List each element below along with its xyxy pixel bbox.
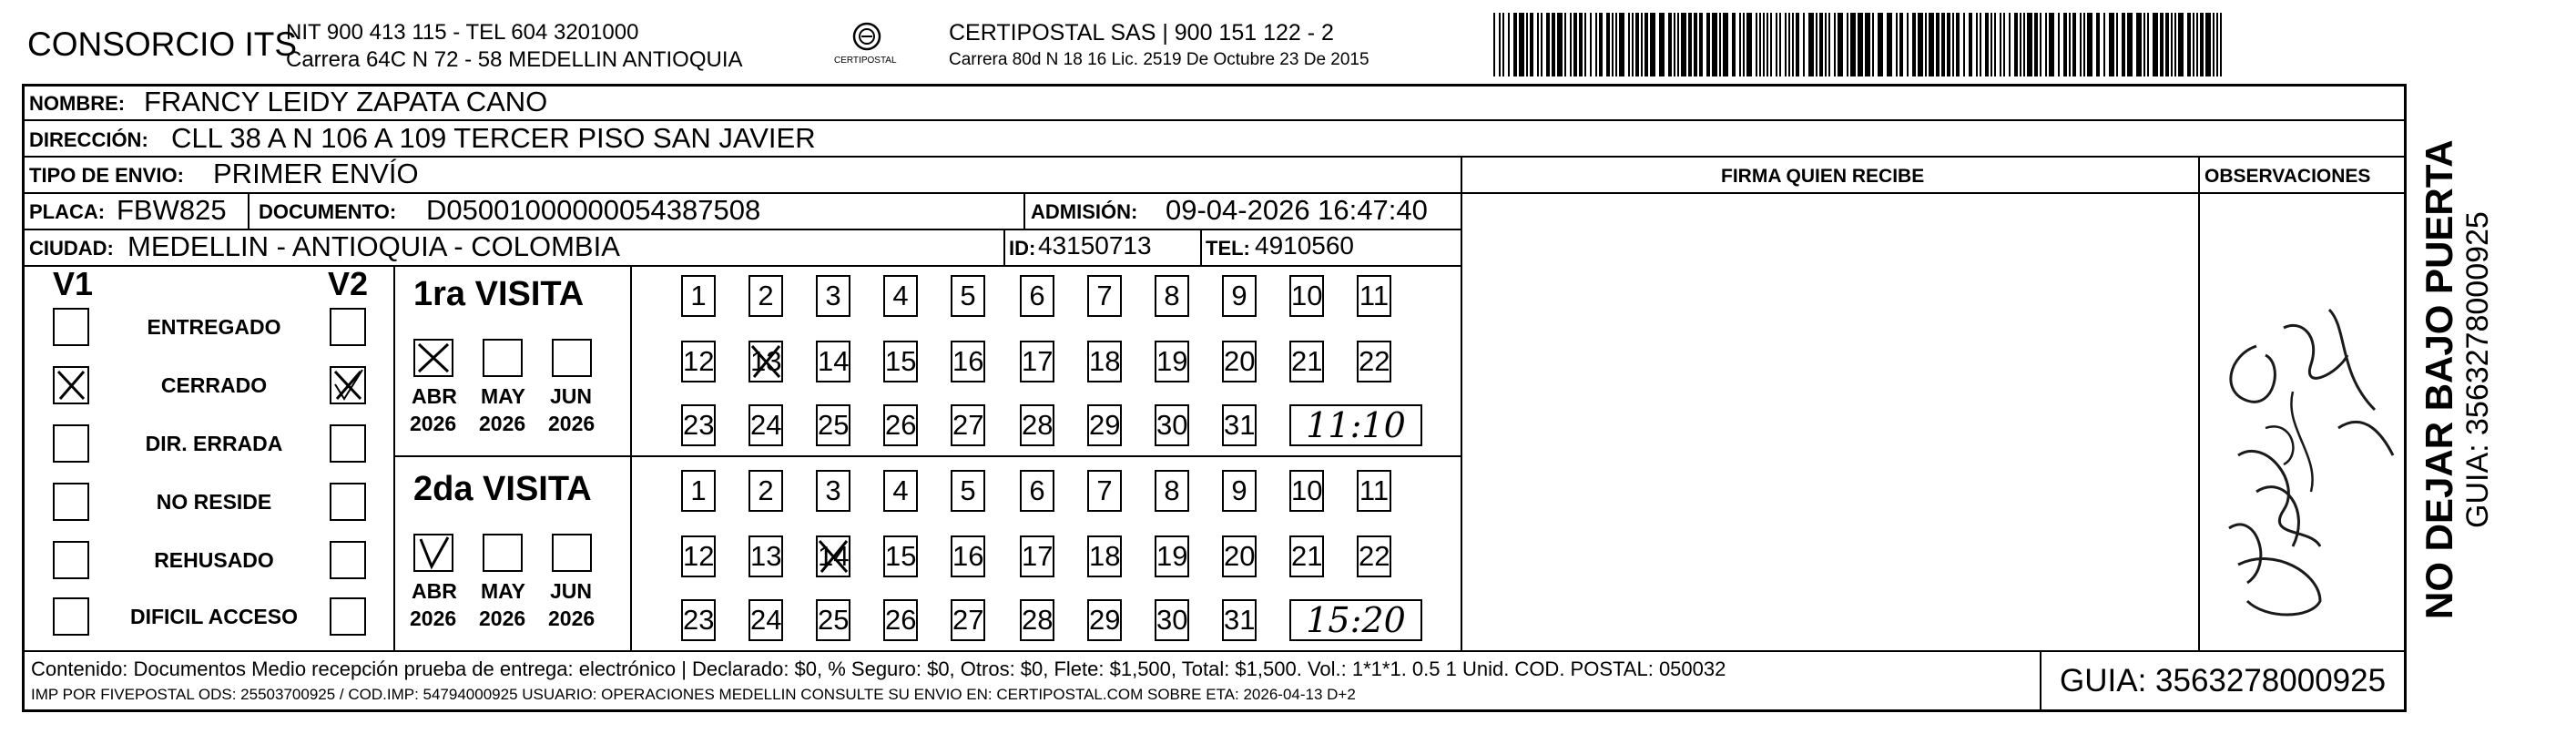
day-box[interactable]: 22	[1357, 341, 1391, 382]
visit-time[interactable]: 11:10	[1289, 404, 1422, 446]
tel-value: 4910560	[1255, 231, 1355, 260]
visit-title: 1ra VISITA	[413, 275, 585, 313]
day-box[interactable]: 24	[748, 599, 783, 641]
documento-value: D05001000000054387508	[426, 194, 761, 226]
status-v1-checkbox[interactable]	[53, 424, 89, 463]
day-box[interactable]: 5	[951, 275, 985, 317]
day-box[interactable]: 20	[1222, 535, 1257, 577]
side-guia: GUIA: 3563278000925	[2460, 211, 2495, 528]
day-box[interactable]: 11	[1357, 275, 1391, 317]
year-label: 2026	[548, 412, 596, 435]
company-address: Carrera 64C N 72 - 58 MEDELLIN ANTIOQUIA	[286, 47, 743, 72]
logo-text: CERTIPOSTAL	[834, 56, 897, 66]
footer-guia: GUIA: 3563278000925	[2060, 663, 2387, 698]
placa-label: PLACA:	[29, 200, 106, 223]
day-box[interactable]: 25	[816, 404, 850, 446]
status-v2-checkbox[interactable]	[330, 308, 366, 346]
day-box[interactable]: 26	[883, 599, 918, 641]
month-label: ABR	[412, 384, 457, 408]
day-box[interactable]: 17	[1020, 535, 1054, 577]
day-box[interactable]: 16	[951, 535, 985, 577]
placa-value: FBW825	[117, 194, 227, 226]
tipo-value: PRIMER ENVÍO	[213, 158, 419, 189]
day-box[interactable]: 27	[951, 404, 985, 446]
day-box[interactable]: 21	[1289, 535, 1324, 577]
documento-label: DOCUMENTO:	[259, 200, 397, 223]
day-box[interactable]: 18	[1087, 535, 1122, 577]
day-box[interactable]: 11	[1357, 470, 1391, 512]
status-label: DIR. ERRADA	[145, 432, 283, 455]
day-box[interactable]: 29	[1087, 404, 1122, 446]
company-name: CONSORCIO ITS	[27, 25, 298, 63]
day-box[interactable]: 16	[951, 341, 985, 382]
status-v1-checkbox[interactable]	[53, 597, 89, 636]
day-box[interactable]: 26	[883, 404, 918, 446]
side-warning: NO DEJAR BAJO PUERTA	[2418, 139, 2460, 619]
status-label: DIFICIL ACCESO	[129, 605, 298, 628]
day-box[interactable]: 4	[883, 470, 918, 512]
day-box[interactable]: 28	[1020, 599, 1054, 641]
day-box[interactable]: 3	[816, 275, 850, 317]
carrier-address: Carrera 80d N 18 16 Lic. 2519 De Octubre 23 De 2015	[949, 50, 1369, 69]
day-box[interactable]: 28	[1020, 404, 1054, 446]
day-box[interactable]: 12	[681, 341, 716, 382]
status-label: ENTREGADO	[147, 315, 281, 339]
status-v1-checkbox[interactable]	[53, 483, 89, 521]
day-box[interactable]: 8	[1155, 470, 1189, 512]
carrier-line: CERTIPOSTAL SAS | 900 151 122 - 2	[949, 20, 1334, 46]
day-box[interactable]: 30	[1155, 404, 1189, 446]
status-v1-checkbox[interactable]	[53, 366, 89, 404]
barcode	[1493, 13, 2224, 76]
day-box[interactable]: 15	[883, 341, 918, 382]
id-label: ID:	[1009, 237, 1036, 260]
day-box[interactable]: 6	[1020, 470, 1054, 512]
day-box[interactable]: 15	[883, 535, 918, 577]
day-box[interactable]: 30	[1155, 599, 1189, 641]
day-box[interactable]: 31	[1222, 404, 1257, 446]
year-label: 2026	[479, 412, 526, 435]
day-box[interactable]: 20	[1222, 341, 1257, 382]
visit-title: 2da VISITA	[413, 470, 592, 508]
day-box[interactable]: 25	[816, 599, 850, 641]
direccion-label: DIRECCIÓN:	[29, 128, 148, 151]
day-box[interactable]: 14	[816, 535, 850, 577]
recipient-signature	[2202, 273, 2402, 637]
day-box[interactable]: 27	[951, 599, 985, 641]
day-box[interactable]: 7	[1087, 470, 1122, 512]
day-box[interactable]: 23	[681, 404, 716, 446]
status-v2-checkbox[interactable]	[330, 424, 366, 463]
day-box[interactable]: 7	[1087, 275, 1122, 317]
month-label: JUN	[550, 384, 593, 408]
month-checkbox[interactable]	[483, 339, 523, 377]
day-box[interactable]: 19	[1155, 535, 1189, 577]
day-box[interactable]: 22	[1357, 535, 1391, 577]
day-box[interactable]: 13	[748, 535, 783, 577]
day-box[interactable]: 29	[1087, 599, 1122, 641]
day-box[interactable]: 1	[681, 275, 716, 317]
firma-header: FIRMA QUIEN RECIBE	[1721, 166, 1925, 187]
status-v2-checkbox[interactable]	[330, 483, 366, 521]
status-v2-checkbox[interactable]	[330, 366, 366, 404]
month-checkbox[interactable]	[413, 339, 453, 377]
v2-header: V2	[328, 265, 369, 302]
month-checkbox[interactable]	[552, 339, 592, 377]
year-label: 2026	[410, 412, 457, 435]
month-label: ABR	[412, 579, 457, 603]
day-box[interactable]: 13	[748, 341, 783, 382]
imp-text: IMP POR FIVEPOSTAL ODS: 25503700925 / COD.IMP: 54794000925 USUARIO: OPERACIONES MEDELLIN CONSULTE SU ENVIO EN: CERTIPOSTAL.COM SOBRE ETA: 2026-04-13 D+2	[31, 686, 1356, 703]
admision-label: ADMISIÓN:	[1031, 200, 1138, 223]
day-box[interactable]: 8	[1155, 275, 1189, 317]
ciudad-label: CIUDAD:	[29, 237, 114, 260]
tipo-label: TIPO DE ENVIO:	[29, 164, 184, 187]
ciudad-value: MEDELLIN - ANTIOQUIA - COLOMBIA	[127, 230, 620, 262]
year-label: 2026	[410, 607, 457, 630]
visit-time[interactable]: 15:20	[1289, 599, 1422, 641]
day-box[interactable]: 6	[1020, 275, 1054, 317]
day-box[interactable]: 21	[1289, 341, 1324, 382]
day-box[interactable]: 14	[816, 341, 850, 382]
status-v2-checkbox[interactable]	[330, 597, 366, 636]
month-label: MAY	[481, 384, 525, 408]
day-box[interactable]: 1	[681, 470, 716, 512]
day-box[interactable]: 31	[1222, 599, 1257, 641]
status-v1-checkbox[interactable]	[53, 541, 89, 579]
status-label: CERRADO	[160, 373, 268, 397]
id-value: 43150713	[1038, 231, 1152, 260]
tel-label: TEL:	[1206, 237, 1250, 260]
month-label: MAY	[481, 579, 525, 603]
month-label: JUN	[550, 579, 593, 603]
month-checkbox[interactable]	[413, 534, 453, 572]
nit-line: NIT 900 413 115 - TEL 604 3201000	[286, 20, 639, 45]
day-box[interactable]: 5	[951, 470, 985, 512]
day-box[interactable]: 4	[883, 275, 918, 317]
status-v1-checkbox[interactable]	[53, 308, 89, 346]
admision-value: 09-04-2026 16:47:40	[1166, 194, 1428, 226]
month-checkbox[interactable]	[483, 534, 523, 572]
day-box[interactable]: 9	[1222, 470, 1257, 512]
day-box[interactable]: 18	[1087, 341, 1122, 382]
nombre-label: NOMBRE:	[29, 92, 126, 115]
day-box[interactable]: 3	[816, 470, 850, 512]
day-box[interactable]: 19	[1155, 341, 1189, 382]
day-box[interactable]: 9	[1222, 275, 1257, 317]
status-label: REHUSADO	[154, 548, 274, 572]
certipostal-logo	[830, 20, 903, 71]
observaciones-header: OBSERVACIONES	[2204, 166, 2371, 187]
day-box[interactable]: 12	[681, 535, 716, 577]
day-box[interactable]: 2	[748, 275, 783, 317]
header	[0, 0, 2576, 84]
month-checkbox[interactable]	[552, 534, 592, 572]
day-box[interactable]: 2	[748, 470, 783, 512]
day-box[interactable]: 10	[1289, 275, 1324, 317]
year-label: 2026	[548, 607, 596, 630]
direccion-value: CLL 38 A N 106 A 109 TERCER PISO SAN JAVIER	[171, 122, 816, 154]
status-label: NO RESIDE	[156, 490, 272, 514]
day-box[interactable]: 17	[1020, 341, 1054, 382]
year-label: 2026	[479, 607, 526, 630]
nombre-value: FRANCY LEIDY ZAPATA CANO	[144, 86, 548, 117]
contenido-text: Contenido: Documentos Medio recepción prueba de entrega: electrónico | Declarado: $0, % Seguro: $0, Otros: $0, Flete: $1,500, Total: $1,500. Vol.: 1*1*1. 0.5 1 Unid. COD. POSTAL: 050032	[31, 658, 1726, 680]
day-box[interactable]: 23	[681, 599, 716, 641]
day-box[interactable]: 10	[1289, 470, 1324, 512]
v1-header: V1	[53, 265, 94, 302]
status-v2-checkbox[interactable]	[330, 541, 366, 579]
day-box[interactable]: 24	[748, 404, 783, 446]
